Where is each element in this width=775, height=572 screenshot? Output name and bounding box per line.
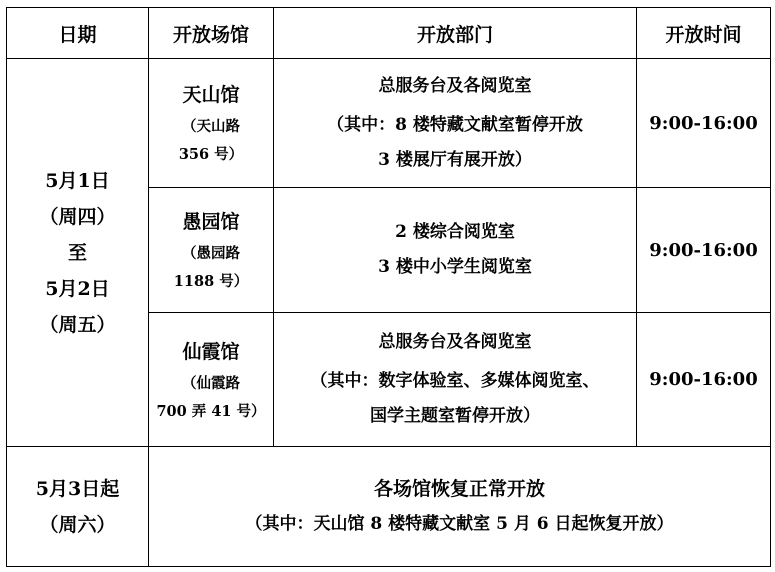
period1-line4: 5月2日	[45, 277, 110, 300]
period1-line5: （周五）	[39, 313, 116, 336]
venue-address-line1: （天山路	[182, 118, 240, 135]
table-row	[7, 447, 771, 567]
dept-main: 总服务台及各阅览室	[378, 332, 532, 352]
dept-cell-xianxia	[274, 313, 637, 447]
dept-line2: 3 楼中小学生阅览室	[378, 257, 532, 277]
period2-note: （其中：天山馆 8 楼特藏文献室 5 月 6 日起恢复开放）	[245, 514, 674, 534]
venue-address-line2: 356 号）	[178, 146, 244, 163]
dept-note-line1: （其中：8 楼特藏文献室暂停开放	[327, 114, 583, 135]
dept-note-line1: （其中：数字体验室、多媒体阅览室、	[310, 371, 600, 391]
dept-cell-yuyuan	[274, 188, 637, 313]
venue-cell-tianshan	[149, 59, 274, 188]
venue-address-line1: （愚园路	[182, 245, 240, 262]
period2-date-cell	[7, 447, 149, 567]
period1-line3: 至	[67, 241, 87, 264]
venue-name: 仙霞馆	[182, 340, 240, 363]
schedule-table	[6, 7, 771, 567]
header-venue: 开放场馆	[149, 8, 274, 59]
header-time: 开放时间	[637, 8, 771, 59]
time-cell-tianshan: 9:00-16:00	[637, 59, 771, 188]
venue-name: 愚园馆	[182, 211, 240, 233]
venue-address-line1: （仙霞路	[182, 374, 240, 392]
venue-address-line2: 1188 号）	[173, 273, 249, 290]
period2-main: 各场馆恢复正常开放	[373, 478, 545, 500]
time-cell-xianxia: 9:00-16:00	[637, 313, 771, 447]
venue-cell-xianxia	[149, 313, 274, 447]
dept-line1: 2 楼综合阅览室	[395, 222, 515, 242]
dept-note-line2: 国学主题室暂停开放）	[370, 406, 540, 426]
period1-date-cell	[7, 59, 149, 447]
venue-name: 天山馆	[182, 84, 240, 106]
header-row	[7, 8, 771, 59]
period1-line1: 5月1日	[45, 169, 110, 192]
period1-line2: （周四）	[39, 205, 116, 228]
time-cell-yuyuan: 9:00-16:00	[637, 188, 771, 313]
header-date: 日期	[7, 8, 149, 59]
venue-cell-yuyuan	[149, 188, 274, 313]
table-row	[7, 59, 771, 188]
dept-main: 总服务台及各阅览室	[378, 75, 532, 96]
period2-line2: （周六）	[39, 513, 116, 536]
period2-line1: 5月3日起	[35, 477, 120, 500]
dept-note-line2: 3 楼展厅有展开放）	[378, 149, 532, 170]
dept-cell-tianshan	[274, 59, 637, 188]
period2-info-cell	[149, 447, 771, 567]
header-dept: 开放部门	[274, 8, 637, 59]
venue-address-line2: 700 弄 41 号）	[156, 402, 266, 420]
